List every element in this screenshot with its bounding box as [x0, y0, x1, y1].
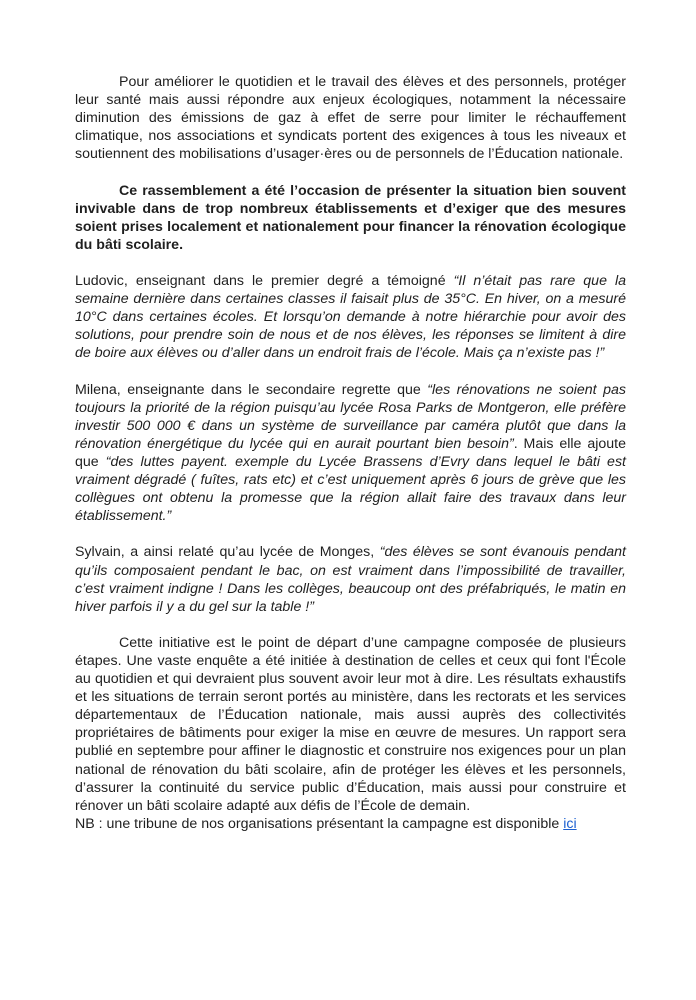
milena-intro: Milena, enseignante dans le secondaire regrette que [75, 381, 428, 398]
campaign-paragraph: Cette initiative est le point de départ d’une campagne composée de plusieurs étapes. Une vaste enquête a été initiée à destination de celles et ceux qui font l'École au quotidien et qui devraient plus souvent avoir leur mot à dire. Les résultats exhaustifs et les situations de terrain seront portés au ministère, dans les rectorats et les services départementaux de l’Éducation nationale, mais aussi auprès des collectivités propriétaires de bâtiments pour exiger la mise en œuvre de mesures. Un rapport sera publié en septembre pour affiner le diagnostic et construire nos exigences pour un plan national de rénovation du bâti scolaire, afin de protéger les élèves et les personnels, d’assurer la continuité du service public d’Éducation, mais aussi pour construire et rénover un bâti scolaire adapté aux défis de l’École de demain. [75, 634, 626, 814]
tribune-link[interactable]: ici [563, 815, 577, 832]
sylvain-testimony [75, 543, 626, 615]
nb-note [75, 815, 626, 833]
rally-paragraph: Ce rassemblement a été l’occasion de présenter la situation bien souvent invivable dans de trop nombreux établissements et d’exiger que des mesures soient prises localement et nationalement pour financer la rénovation écologique du bâti scolaire. [75, 182, 626, 253]
ludovic-testimony [75, 272, 626, 362]
sylvain-quote: “des élèves se sont évanouis pendant qu’ils composaient pendant le bac, on est vraiment dans l’impossibilité de travailler, c’est vraiment indigne ! Dans les collèges, beaucoup ont des préfabriqués, le matin en hiver parfois il y a du gel sur la table !” [75, 544, 626, 615]
ludovic-quote: “Il n’était pas rare que la semaine dernière dans certaines classes il faisait plus de 35°C. En hiver, on a mesuré 10°C dans certaines écoles. Et lorsqu’on demande à notre hiérarchie pour avoir des solutions, pour prendre soin de nous et de nos élèves, les réponses se limitent à dire de boire aux élèves ou d’aller dans un endroit frais de l’école. Mais ça n’existe pas !” [75, 273, 626, 362]
milena-transition: . Mais elle ajoute que [75, 435, 626, 470]
sylvain-intro: Sylvain, a ainsi relaté qu’au lycée de Monges, [75, 544, 380, 561]
nb-text: NB : une tribune de nos organisations présentant la campagne est disponible [75, 815, 564, 832]
milena-testimony [75, 381, 626, 526]
intro-paragraph: Pour améliorer le quotidien et le travail des élèves et des personnels, protéger leur santé mais aussi répondre aux enjeux écologiques, notamment la nécessaire diminution des émissions de gaz à effet de serre pour limiter le réchauffement climatique, nos associations et syndicats portent des exigences à tous les niveaux et soutiennent des mobilisations d’usager·ères ou de personnels de l’Éducation nationale. [75, 74, 626, 163]
document-page [75, 73, 626, 833]
milena-quote-1: “les rénovations ne soient pas toujours la priorité de la région puisqu’au lycée Rosa Parks de Montgeron, elle préfère investir 500 000 € dans un système de surveillance par caméra plutôt que dans la rénovation énergétique du lycée qui en aurait pourtant bien besoin” [75, 381, 626, 452]
milena-quote-2: “des luttes payent. exemple du Lycée Brassens d’Evry dans lequel le bâti est vraiment dégradé ( fuîtes, rats etc) et c’est uniquement après 6 jours de grève que les collègues ont obtenu la promesse que la région allait faire des travaux dans leur établissement.” [75, 453, 626, 525]
ludovic-intro: Ludovic, enseignant dans le premier degré a témoigné [75, 273, 454, 290]
